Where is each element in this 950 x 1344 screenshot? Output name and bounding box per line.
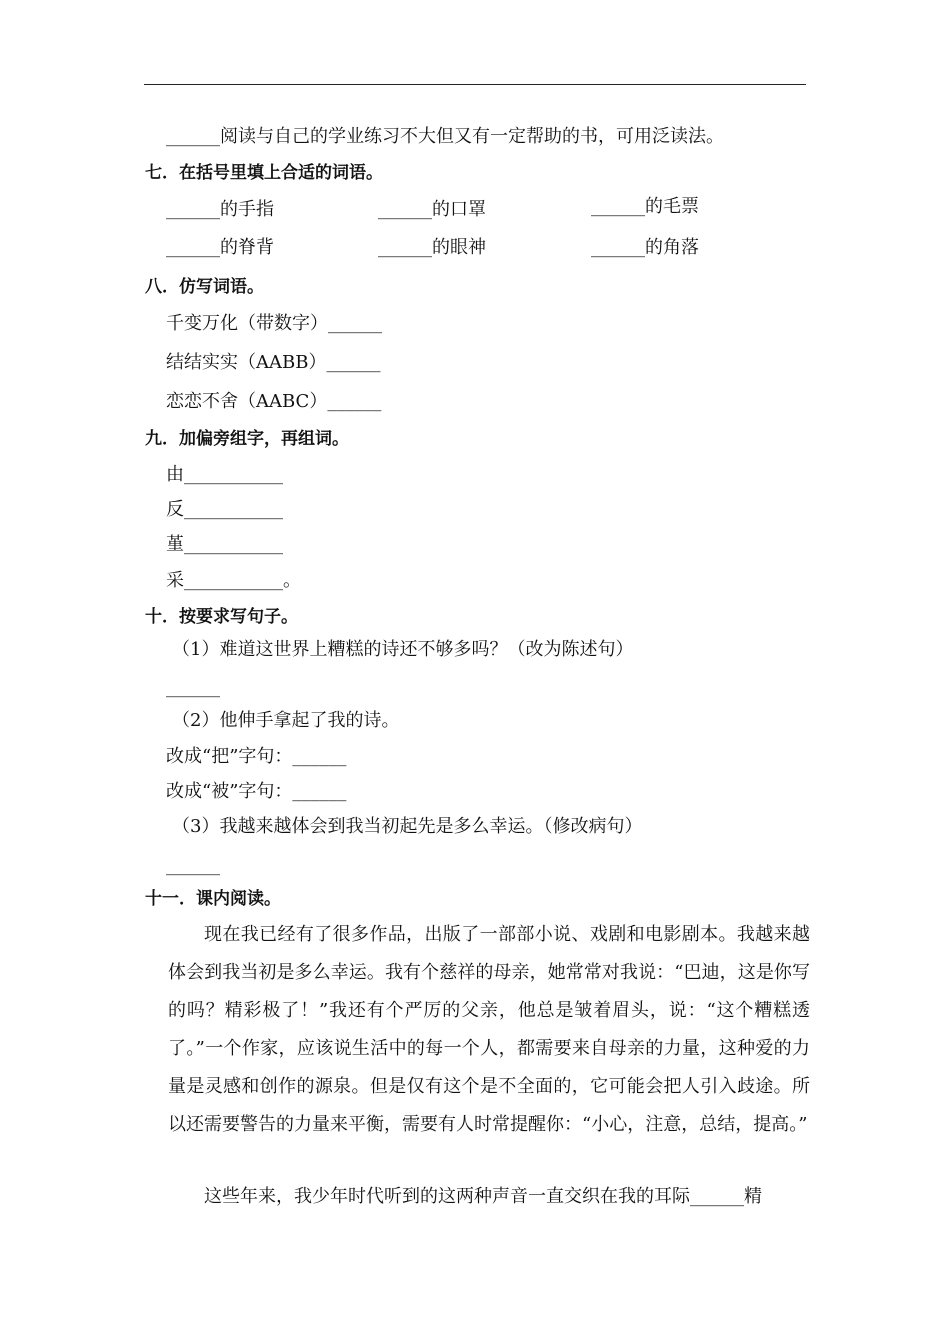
imitate-word-item: 结结实实（AABB）______: [166, 352, 381, 373]
section-10-heading: 十．按要求写句子。: [145, 607, 298, 627]
radical-item: 由___________: [166, 464, 283, 485]
sentence-rewrite-bei: 改成“被”字句：______: [166, 781, 347, 802]
fill-blank-item: ______的角落: [591, 237, 699, 258]
fill-blank-item: ______的毛票: [591, 196, 699, 217]
sentence-question-1: （1）难道这世界上糟糕的诗还不够多吗？（改为陈述句）: [172, 639, 634, 660]
radical-item: 采___________。: [166, 570, 301, 591]
fill-blank-item: ______的眼神: [378, 237, 486, 258]
reading-paragraph-1: 现在我已经有了很多作品，出版了一部部小说、戏剧和电影剧本。我越来越体会到我当初是多么幸运。我有个慈祥的母亲，她常常对我说：“巴迪，这是你写的吗？精彩极了！”我还有个严厉的父亲，他总是皱着眉头，说：“这个糟糕透了。”一个作家，应该说生活中的每一个人，都需要来自母亲的力量，这种爱的力量是灵感和创作的源泉。但是仅有这个是不全面的，它可能会把人引入歧途。所以还需要警告的力量来平衡，需要有人时常提醒你：“小心，注意，总结，提高。”: [168, 924, 810, 1135]
sentence-rewrite-ba: 改成“把”字句：______: [166, 746, 347, 767]
fill-blank-item: ______的脊背: [166, 237, 274, 258]
imitate-word-item: 千变万化（带数字）______: [166, 313, 382, 334]
sentence-question-2: （2）他伸手拿起了我的诗。: [172, 710, 400, 731]
answer-blank: ______: [166, 855, 220, 876]
header-rule: [144, 84, 806, 85]
radical-item: 堇___________: [166, 534, 283, 555]
fill-blank-item: ______的口罩: [378, 199, 486, 220]
sentence-question-3: （3）我越来越体会到我当初起先是多么幸运。（修改病句）: [172, 816, 643, 837]
fill-blank-item: ______的手指: [166, 199, 274, 220]
section-7-heading: 七．在括号里填上合适的词语。: [145, 163, 383, 183]
section-8-heading: 八．仿写词语。: [145, 277, 264, 297]
section-9-heading: 九．加偏旁组字，再组词。: [145, 429, 349, 449]
answer-blank: ______: [166, 677, 220, 698]
reading-paragraph-2: 这些年来，我少年时代听到的这两种声音一直交织在我的耳际______精: [204, 1186, 762, 1207]
intro-line: ______阅读与自己的学业练习不大但又有一定帮助的书，可用泛读法。: [166, 126, 724, 147]
imitate-word-item: 恋恋不舍（AABC）______: [166, 391, 382, 412]
radical-item: 反___________: [166, 499, 283, 520]
section-11-heading: 十一．课内阅读。: [145, 889, 281, 909]
